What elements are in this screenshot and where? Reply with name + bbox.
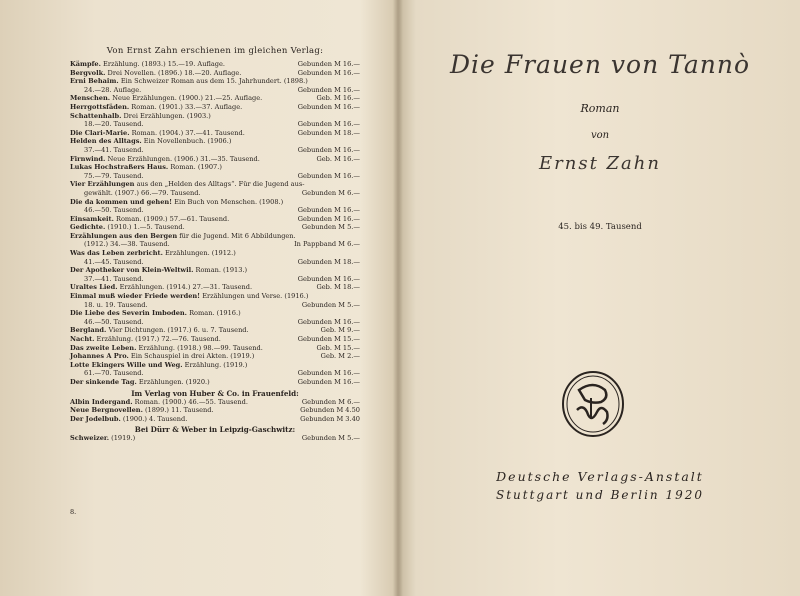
book-entry-edition: 18. u. 19. Tausend. [84,300,148,309]
list-item [70,344,360,353]
book-entry-edition: 61.—70. Tausend. [84,369,144,378]
list-item [70,69,360,78]
book-entry-title: Lotte Ekingers Wille und Weg. [70,360,183,369]
publisher-logo-icon [557,368,629,440]
book-entry-title: Der sinkende Tag. [70,377,137,386]
book-entry-title: Die Clari-Marie. [70,128,130,137]
publisher-place: Stuttgart und Berlin 1920 [496,488,704,502]
book-entry-price: Gebunden M 6.— [301,397,360,406]
book-entry-details: Erzählungen. (1920.) [136,377,210,386]
list-item [70,361,360,378]
book-entry-price: Gebunden M 16.— [297,274,360,283]
book-entry-details: Roman. (1909.) 57.—61. Tausend. [113,214,230,223]
book-entry-price: Gebunden M 16.— [297,369,360,378]
left-page [0,0,398,596]
book-entry-details: Ein Schweizer Roman aus dem 15. Jahrhundert. (1898.) [118,77,308,86]
book-entry-details: Erzählung. (1919.) [182,360,248,369]
book-entry-price: Gebunden M 5.— [301,300,360,309]
list-item [70,223,360,232]
book-entry-details: Erzählungen. (1912.) [162,249,236,258]
list-item [70,198,360,215]
book-entry-details: Roman. (1907.) [168,163,222,172]
book-author: Ernst Zahn [539,153,661,174]
list-item [70,129,360,138]
book-entry-title: Uraltes Lied. [70,283,118,292]
book-entry-edition: 46.—50. Tausend. [84,317,144,326]
list-item [70,155,360,164]
book-entry-details: Ein Buch von Menschen. (1908.) [172,197,284,206]
book-entry-edition: 46.—50. Tausend. [84,206,144,215]
book-entry-price: Gebunden M 4.50 [300,406,360,415]
list-item [70,137,360,154]
book-entry-title: Die Liebe des Severin Imboden. [70,309,187,318]
list-item [70,292,360,309]
book-entry-title: Schattenhalb. [70,111,122,120]
book-entry-details: Drei Novellen. (1896.) 18.—20. Auflage. [105,68,242,77]
book-entry-details: Erzählung. (1918.) 98.—99. Tausend. [136,343,263,352]
book-entry-title: Albin Indergand. [70,397,133,406]
book-entry-details: aus den „Helden des Alltags“. Für die Jugend aus- [134,180,305,189]
list-item [70,94,360,103]
book-entry-price: Geb. M 15.— [316,343,360,352]
book-entry-details: Neue Erzählungen. (1906.) 31.—35. Tausend. [105,154,260,163]
book-entry-price: Geb. M 16.— [316,154,360,163]
book-entry-edition: 24.—28. Auflage. [84,85,142,94]
list-item [70,415,360,424]
book-entry-details: Ein Novellenbuch. (1906.) [141,137,232,146]
section-heading: Im Verlag von Huber & Co. in Frauenfeld: [131,388,299,398]
book-entry-edition: 75.—79. Tausend. [84,171,144,180]
book-entry-title: Einsamkeit. [70,214,114,223]
list-item [70,215,360,224]
book-by: von [590,130,610,141]
book-entry-edition: gewählt. (1907.) 66.—79. Tausend. [84,188,201,197]
book-entry-details: Roman. (1901.) 33.—37. Auflage. [129,102,243,111]
section-heading: Bei Dürr & Weber in Leipzig-Gaschwitz: [134,425,296,435]
book-entry-price: Geb. M 16.— [316,94,360,103]
book-list [70,60,360,443]
book-entry-details: Roman. (1904.) 37.—41. Tausend. [129,128,245,137]
book-entry-details: Erzählung. (1917.) 72.—76. Tausend. [94,335,221,343]
book-entry-title: Die da kommen und gehen! [70,197,173,206]
list-item [70,60,360,69]
list-item [70,249,360,266]
book-entry-price: Geb. M 18.— [316,283,360,292]
book-entry-details: Erzählungen und Verse. (1916.) [200,292,309,301]
title-page [400,0,800,596]
book-entry-title: Der Jodelbub. [70,414,121,423]
book-entry-edition: 37.—41. Tausend. [84,274,144,283]
book-entry-price: Gebunden M 16.— [297,206,360,215]
book-entry-title: Erni Behaim. [70,77,119,86]
book-entry-title: Herrgottsfäden. [70,102,130,111]
book-entry-title: Neue Bergnovellen. [70,406,143,415]
book-entry-details: für die Jugend. Mit 6 Abbildungen. [177,231,296,240]
book-entry-price: Gebunden M 15.— [297,335,360,343]
list-item [70,283,360,292]
book-entry-details: (1900.) 4. Tausend. [120,414,188,423]
book-title: Die Frauen von Tannò [449,50,751,79]
book-edition: 45. bis 49. Tausend [558,222,642,232]
book-entry-edition: 41.—45. Tausend. [84,257,144,266]
list-item [70,398,360,407]
book-entry-price: Gebunden M 5.— [301,434,360,443]
book-entry-title: Firnwind. [70,154,106,163]
book-entry-price: Gebunden M 16.— [297,60,360,68]
book-entry-title: Erzählungen aus den Bergen [70,231,178,240]
book-entry-price: Gebunden M 18.— [297,128,360,137]
book-entry-price: Gebunden M 16.— [297,214,360,223]
book-entry-price: Geb. M 2.— [320,352,360,361]
book-entry-details: Drei Erzählungen. (1903.) [121,111,211,120]
list-item [70,77,360,94]
book-entry-details: (1910.) 1.—5. Tausend. [105,223,185,232]
book-entry-details: Neue Erzählungen. (1900.) 21.—25. Auflage. [110,94,263,103]
book-entry-details: Roman. (1916.) [186,309,241,318]
book-entry-title: Einmal muß wieder Friede werden! [70,292,201,301]
book-entry-title: Gedichte. [70,223,106,232]
book-entry-price: Gebunden M 16.— [297,145,360,154]
publisher-name: Deutsche Verlags-Anstalt [496,469,704,484]
book-entry-title: Das zweite Leben. [70,343,137,352]
list-item [70,352,360,361]
book-entry-price: In Pappband M 6.— [294,240,360,249]
book-entry-price: Geb. M 9.— [320,326,360,335]
book-entry-details: Ein Schauspiel in drei Akten. (1919.) [128,352,255,361]
book-entry-price: Gebunden M 16.— [297,377,360,386]
book-entry-details: Erzählungen. (1914.) 27.—31. Tausend. [117,283,253,292]
book-entry-details: (1919.) [109,434,136,443]
book-entry-title: Vier Erzählungen [70,180,135,189]
list-item [70,103,360,112]
book-entry-title: Johannes A Pro. [70,352,129,361]
book-entry-price: Gebunden M 6.— [301,188,360,197]
list-item [70,112,360,129]
book-entry-details: Roman. (1900.) 46.—55. Tausend. [132,397,248,406]
book-entry-edition: (1912.) 34.—38. Tausend. [84,240,170,249]
book-entry-title: Der Apotheker von Klein-Weltwil. [70,266,194,275]
book-entry-price: Gebunden M 16.— [297,317,360,326]
book-entry-price: Gebunden M 18.— [297,257,360,266]
book-entry-title: Helden des Alltags. [70,137,142,146]
book-entry-price: Gebunden M 16.— [297,85,360,94]
list-item [70,335,360,344]
book-entry-price: Gebunden M 16.— [297,171,360,180]
list-item [70,266,360,283]
list-item [70,378,360,387]
book-entry-edition: 18.—20. Tausend. [84,120,144,129]
list-item [70,326,360,335]
book-entry-title: Bergland. [70,326,107,335]
book-entry-title: Lukas Hochstraßers Haus. [70,163,169,172]
book-entry-price: Gebunden M 16.— [297,68,360,77]
list-item [70,232,360,249]
book-entry-details: Vier Dichtungen. (1917.) 6. u. 7. Tausend. [106,326,249,335]
book-entry-price: Gebunden M 16.— [297,120,360,129]
book-entry-details: Erzählung. (1893.) 15.—19. Auflage. [100,60,225,68]
book-entry-title: Was das Leben zerbricht. [70,249,163,258]
list-item [70,180,360,197]
page-number: 8. [70,508,77,516]
book-entry-title: Kämpfe. [70,60,101,68]
list-item [70,309,360,326]
list-header: Von Ernst Zahn erschienen im gleichen Verlag: [106,46,324,56]
book-entry-details: (1899.) 11. Tausend. [142,406,214,415]
book-entry-price: Gebunden M 3.40 [300,414,360,423]
book-entry-title: Schweizer. [70,434,110,443]
book-entry-details: Roman. (1913.) [193,266,248,275]
book-entry-title: Menschen. [70,94,111,103]
book-entry-title: Bergvolk. [70,68,106,77]
list-item [70,434,360,443]
book-entry-price: Gebunden M 5.— [301,223,360,232]
list-item [70,163,360,180]
book-genre: Roman [580,102,620,115]
book-entry-price: Gebunden M 16.— [297,102,360,111]
book-entry-title: Nacht. [70,335,95,343]
book-entry-edition: 37.—41. Tausend. [84,145,144,154]
list-item [70,406,360,415]
